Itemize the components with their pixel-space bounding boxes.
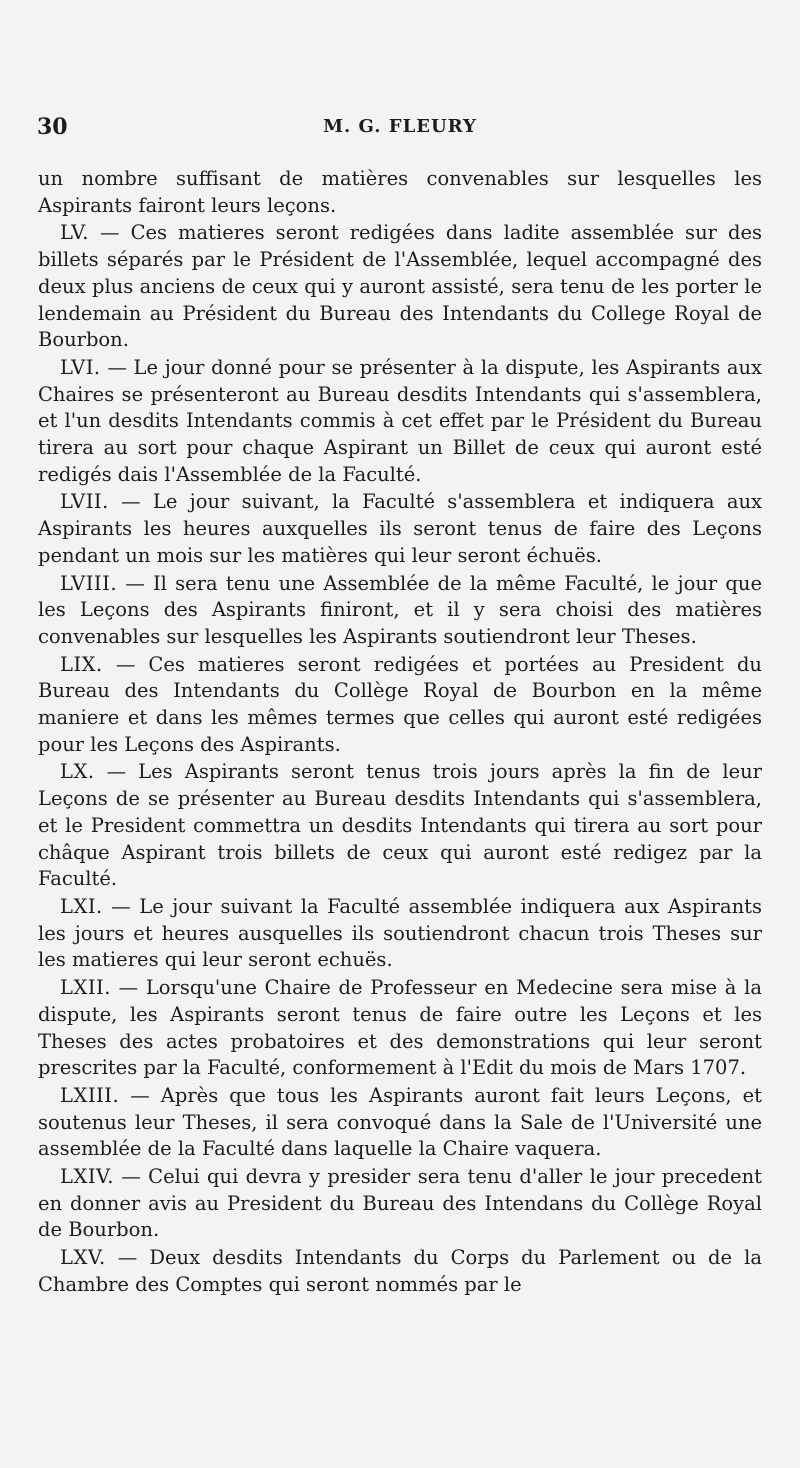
article-text: — Les Aspirants seront tenus trois jours après la fin de leur Leçons de se présenter au Bureau desdits Intendants qui s'assemblera, et le President commettra un desdits Intendants qui tirera au sort pour châque Aspirant trois billets de ceux qui auront esté redigez par la Faculté. [38,760,762,891]
article-lvii [38,489,762,569]
article-lviii [38,571,762,651]
article-lxiv [38,1164,762,1244]
article-lxi [38,894,762,974]
page-header [37,114,763,144]
article-text: — Ces matieres seront redigées et portées au President du Bureau des Intendants du Collège Royal de Bourbon en la même maniere et dans les mêmes termes que celles qui auront esté redigées pour les Leçons des Aspirants. [38,652,762,756]
article-text: — Le jour donné pour se présenter à la dispute, les Aspirants aux Chaires se présenteront au Bureau desdits Intendants qui s'assemblera, et l'un desdits Intendants commis à cet effet par le Président du Bureau tirera au sort pour chaque Aspirant un Billet de ceux qui auront esté redigés dais l'Assemblée de la Faculté. [38,355,762,486]
article-lxv [38,1245,762,1298]
article-lv [38,220,762,354]
page-number: 30 [37,114,68,140]
paragraph-text: un nombre suffisant de matières convenables sur lesquelles les Aspirants fairont leurs leçons. [38,167,762,217]
article-text: — Le jour suivant, la Faculté s'assemblera et indiquera aux Aspirants les heures auxquelles ils seront tenus de faire des Leçons pendant un mois sur les matières qui leur seront échuës. [38,490,762,567]
article-text: — Le jour suivant la Faculté assemblée indiquera aux Aspirants les jours et heures ausquelles ils soutiendront chacun trois Theses sur les matieres qui leur seront echuës. [38,894,762,972]
article-lxiii [38,1083,762,1163]
article-number: LXIV. [60,1165,114,1189]
article-number: LVIII. [60,571,118,595]
article-lvi [38,355,762,489]
article-lxii [38,975,762,1082]
article-text: — Celui qui devra y presider sera tenu d'aller le jour precedent en donner avis au President du Bureau des Intendans du Collège Royal de Bourbon. [38,1165,762,1242]
article-text: — Deux desdits Intendants du Corps du Parlement ou de la Chambre des Comptes qui seront nommés par le [38,1246,762,1296]
article-text: — Après que tous les Aspirants auront fait leurs Leçons, et soutenus leur Theses, il sera convoqué dans la Sale de l'Université une assemblée de la Faculté dans laquelle la Chaire vaquera. [38,1083,762,1161]
article-number: LXIII. [60,1083,120,1107]
article-number: LVI. [60,355,101,379]
article-text: — Lorsqu'une Chaire de Professeur en Medecine sera mise à la dispute, les Aspirants seront tenus de faire outre les Leçons et les Theses des actes probatoires et des demonstrations qui leur seront prescrites par la Faculté, conformement à l'Edit du mois de Mars 1707. [38,976,762,1080]
article-text: — Ces matieres seront redigées dans ladite assemblée sur des billets séparés par le Président de l'Assemblée, lequel accompagné des deux plus anciens de ceux qui y auront assisté, sera tenu de les porter le lendemain au Président du Bureau des Intendants du College Royal de Bourbon. [38,221,762,352]
article-number: LXI. [60,894,103,918]
article-number: LIX. [60,652,103,676]
article-number: LVII. [60,490,109,514]
body-text [38,166,762,1300]
article-lix [38,652,762,759]
paragraph-continuation [38,166,762,219]
article-number: LX. [60,760,95,784]
article-number: LXII. [60,976,111,1000]
article-number: LXV. [60,1246,106,1270]
running-head: M. G. FLEURY [323,116,477,137]
article-text: — Il sera tenu une Assemblée de la même Faculté, le jour que les Leçons des Aspirants finiront, et il y sera choisi des matières convenables sur lesquelles les Aspirants soutiendront leur Theses. [38,571,762,648]
article-lx [38,759,762,893]
article-number: LV. [60,221,90,245]
